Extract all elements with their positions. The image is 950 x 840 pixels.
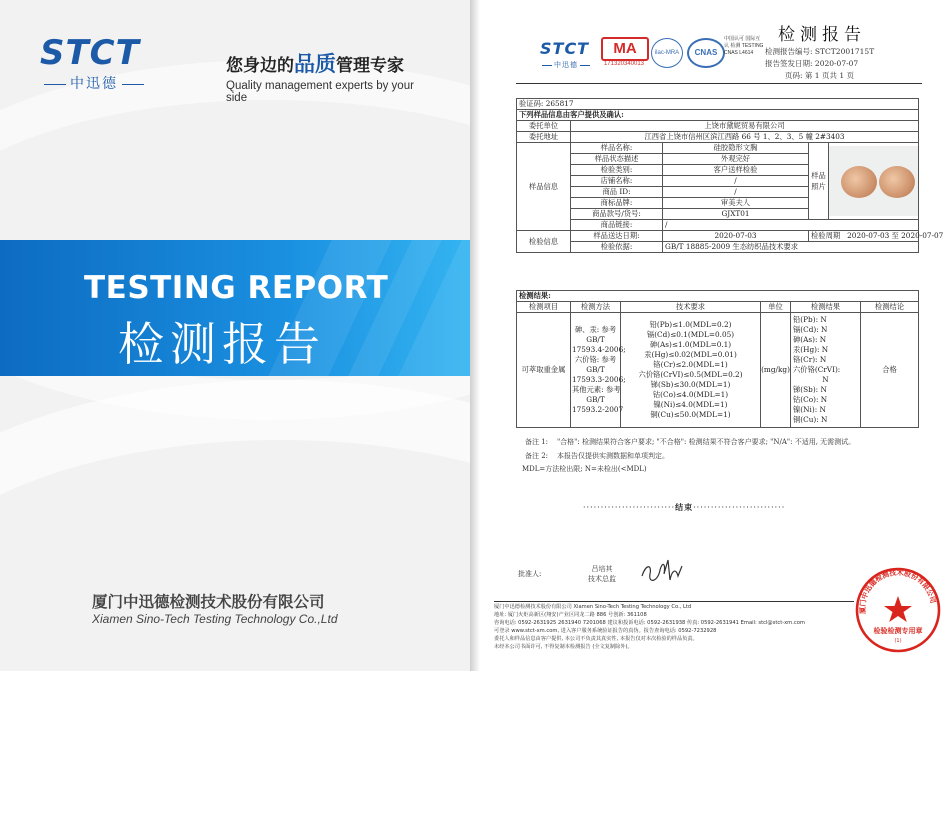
inspection-info-label: 检验信息 (517, 231, 571, 253)
period-cell (809, 231, 944, 242)
cover-title-english: TESTING REPORT (84, 270, 389, 306)
header-logo (540, 40, 592, 70)
cma-mark (601, 37, 647, 67)
approver-label: 批准人: (518, 570, 542, 578)
company-name-chinese: 厦门中迅德检测技术股份有限公司 (92, 593, 325, 611)
field-value: GJXT01 (663, 209, 809, 220)
report-cover (0, 0, 470, 671)
footer-line: 可登录 www.stct-xm.com, 进入客户服务系统验证报告的真伪。报告查询电话: 0592-7232928 (494, 628, 717, 634)
basis-value: GB/T 18885-2009 生态纺织品技术要求 (663, 242, 919, 253)
field-label: 检验类别: (571, 165, 663, 176)
company-name-english: Xiamen Sino-Tech Testing Technology Co.,Ltd (92, 612, 338, 626)
table-row (517, 231, 919, 242)
unit: (mg/kg) (761, 313, 791, 428)
table-row (517, 291, 919, 302)
received-date: 2020-07-03 (663, 231, 809, 242)
slogan-suffix: 管理专家 (336, 56, 404, 76)
field-value: 审美夫人 (663, 198, 809, 209)
footer-line: 厦门中迅德检测技术股份有限公司 Xiamen Sino-Tech Testing Technology Co., Ltd (494, 604, 692, 610)
page-number (785, 70, 854, 81)
approver (588, 564, 616, 584)
requirement-line: 铜(Cu)≤50.0(MDL=1) (650, 410, 731, 419)
issue-date (765, 58, 858, 69)
address-label: 委托地址 (517, 132, 571, 143)
requirement-line: 镍(Ni)≤4.0(MDL=1) (653, 400, 728, 409)
report-end (583, 502, 785, 513)
end-dots-left: ·························· (583, 503, 676, 512)
official-seal (854, 566, 942, 654)
method-line: 17593.4-2006; (572, 345, 626, 354)
note-2-label: 备注 2: (525, 452, 549, 460)
note-1-text: "合格": 检测结果符合客户要求; "不合格": 检测结果不符合客户要求; "N/A": 不适用, 无需测试。 (556, 438, 856, 446)
requirement-line: 锑(Sb)≤30.0(MDL=1) (650, 380, 731, 389)
slogan-english: Quality management experts by your side (226, 80, 414, 104)
logo-subtitle: 中迅德 (40, 73, 148, 93)
period-value: 2020-07-03 至 2020-07-07 (847, 231, 944, 240)
mdl-note: MDL=方法检出限; N=未检出(<MDL) (522, 465, 647, 473)
column-header: 检测项目 (517, 302, 571, 313)
test-outcomes (791, 313, 861, 428)
method-line: 砷、汞: 参考 (574, 325, 617, 334)
note-1 (525, 437, 855, 447)
field-value: / (663, 176, 809, 187)
technical-requirements (621, 313, 761, 428)
stct-logo (40, 35, 148, 93)
results-table (516, 290, 919, 428)
field-label: 商标品牌: (571, 198, 663, 209)
report-number-value: STCT2001715T (814, 47, 875, 56)
slogan-prefix: 您身边的 (226, 56, 294, 76)
outcome-line: 六价铬(CrVI): (793, 365, 841, 374)
cert-text: 中国认可 国际互认 检测 TESTING CNAS L4614 (724, 36, 764, 56)
logo-text: STCT (40, 33, 140, 73)
requirement-line: 汞(Hg)≤0.02(MDL=0.01) (644, 350, 737, 359)
column-header: 检测结果 (791, 302, 861, 313)
outcome-line: 镍(Ni): N (793, 405, 826, 414)
method-line: 17593.3-2006; (572, 375, 626, 384)
ilac-mark: ilac-MRA (651, 38, 683, 68)
footer-line: 地址: 厦门火炬高新区(翔安)产业区同龙二路 886 号创新: 361108 (494, 612, 647, 618)
table-row (517, 99, 919, 110)
method-line: 其他元素: 参考 (572, 385, 621, 394)
method-line: 六价铬: 参考 (574, 355, 617, 364)
seal-star-icon (884, 596, 912, 622)
method-line: GB/T (586, 395, 605, 404)
client-name: 上饶市黛妮贸易有限公司 (571, 121, 919, 132)
outcome-line: 铅(Pb): N (793, 315, 827, 324)
approver-name: 吕培其 (591, 565, 613, 573)
field-label: 商品款号/货号: (571, 209, 663, 220)
page-number-value: 第 1 页共 1 页 (804, 71, 855, 80)
requirement-line: 铅(Pb)≤1.0(MDL=0.2) (649, 320, 732, 329)
slogan (226, 48, 436, 104)
table-row (517, 132, 919, 143)
issue-date-label: 报告签发日期: (765, 59, 813, 68)
outcome-line: 铜(Cu): N (793, 415, 828, 424)
footer-line: 委托人和样品信息由客户提供, 本公司不负责其真实性, 本报告仅对本次检验的样品负责。 (494, 636, 698, 642)
seal-center-text: 检验检测专用章 (873, 627, 923, 635)
footer (494, 601, 854, 651)
table-row (517, 313, 919, 428)
sample-info-label: 样品信息 (517, 143, 571, 231)
bra-cup-right (879, 166, 915, 198)
outcome-line: 铬(Cr): N (793, 355, 827, 364)
table-row (517, 143, 919, 154)
report-number-label: 检测报告编号: (765, 47, 813, 56)
field-label: 样品名称: (571, 143, 663, 154)
cnas-mark: CNAS (687, 38, 725, 68)
end-dots-right: ·························· (693, 503, 786, 512)
test-item: 可萃取重金属 (517, 313, 571, 428)
page-gutter (470, 0, 480, 671)
footer-line: 咨询电话: 0592-2631925 2631940 7201068 建议和投诉电话: 0592-2631938 传真: 0592-2631941 Email: stcl@stct-xm.com (494, 620, 805, 626)
end-label: 结束 (675, 502, 694, 512)
period-label: 检验周期 (811, 231, 841, 240)
outcome-line: 砷(As): N (793, 335, 827, 344)
column-header: 检测方法 (571, 302, 621, 313)
table-row (517, 220, 919, 231)
footer-rule (494, 601, 854, 602)
approver-title: 技术总监 (588, 575, 616, 583)
outcome-line: 镉(Cd): N (793, 325, 828, 334)
outcome-line: 汞(Hg): N (793, 345, 829, 354)
handwritten-signature (640, 556, 684, 586)
outcome-line: N (822, 375, 829, 384)
link-label: 商品链接: (571, 220, 663, 231)
seal-ring-text: 厦门中迅德检测技术股份有限公司 (858, 568, 937, 615)
header-logo-text: STCT (540, 39, 590, 58)
outcome-line: 钴(Co): N (793, 395, 828, 404)
cma-number: 171320340013 (603, 61, 645, 67)
field-value: 硅胶隐形文胸 (663, 143, 809, 154)
conclusion: 合格 (861, 313, 919, 428)
report-number (765, 46, 874, 57)
verify-code-label: 验证码: (519, 99, 544, 108)
client-label: 委托单位 (517, 121, 571, 132)
bra-cup-left (841, 166, 877, 198)
outcome-line: 锑(Sb): N (793, 385, 827, 394)
results-title: 检测结果: (517, 291, 919, 302)
results-header-row (517, 302, 919, 313)
field-value: 客户送样检验 (663, 165, 809, 176)
slogan-highlight: 品质 (294, 52, 336, 76)
method-line: 17593.2-2007 (572, 405, 624, 414)
sample-photo-cell (829, 143, 919, 220)
table-row (517, 242, 919, 253)
received-label: 样品送达日期: (571, 231, 663, 242)
sample-info-table (516, 98, 944, 253)
table-row (517, 110, 919, 121)
field-value: / (663, 187, 809, 198)
requirement-line: 六价铬(CrVI)≤0.5(MDL=0.2) (638, 370, 743, 379)
requirement-line: 砷(As)≤1.0(MDL=0.1) (649, 340, 732, 349)
field-label: 样品状态描述 (571, 154, 663, 165)
cma-label: MA (601, 37, 649, 61)
link-value: / (663, 220, 919, 231)
requirement-line: 铬(Cr)≤2.0(MDL=1) (653, 360, 728, 369)
field-label: 店铺名称: (571, 176, 663, 187)
sample-photo-label: 样品照片 (809, 143, 829, 220)
cover-title-chinese: 检测报告 (118, 317, 326, 371)
method-line: GB/T (586, 365, 605, 374)
field-value: 外观完好 (663, 154, 809, 165)
report-title: 检测报告 (778, 25, 866, 45)
issue-date-value: 2020-07-07 (814, 59, 859, 68)
field-label: 商品 ID: (571, 187, 663, 198)
note-2 (525, 451, 669, 461)
table-row (517, 121, 919, 132)
sample-photo (829, 146, 918, 216)
column-header: 单位 (761, 302, 791, 313)
requirement-line: 镉(Cd)≤0.1(MDL=0.05) (646, 330, 735, 339)
header-rule (516, 83, 922, 84)
column-header: 检测结论 (861, 302, 919, 313)
header-logo-subtitle: 中迅德 (540, 60, 592, 70)
test-method (571, 313, 626, 428)
report-page (480, 0, 950, 671)
verify-code-value: 265817 (545, 99, 574, 108)
note-2-text: 本报告仅提供实测数据和单项判定。 (556, 452, 669, 460)
page-number-label: 页码: (785, 71, 803, 80)
method-line: GB/T (586, 335, 605, 344)
column-header: 技术要求 (621, 302, 761, 313)
note-1-label: 备注 1: (525, 438, 549, 446)
basis-label: 检验依据: (571, 242, 663, 253)
seal-number: (1) (894, 638, 902, 644)
footer-line: 未经本公司书面许可, 不得复制本检测报告 (全文复制除外)。 (494, 644, 633, 650)
client-note: 下列样品信息由客户提供及确认: (517, 110, 919, 121)
client-address: 江西省上饶市信州区滨江西路 66 号 1、2、3、5 幢 2#3403 (571, 132, 919, 143)
requirement-line: 钴(Co)≤4.0(MDL=1) (652, 390, 729, 399)
